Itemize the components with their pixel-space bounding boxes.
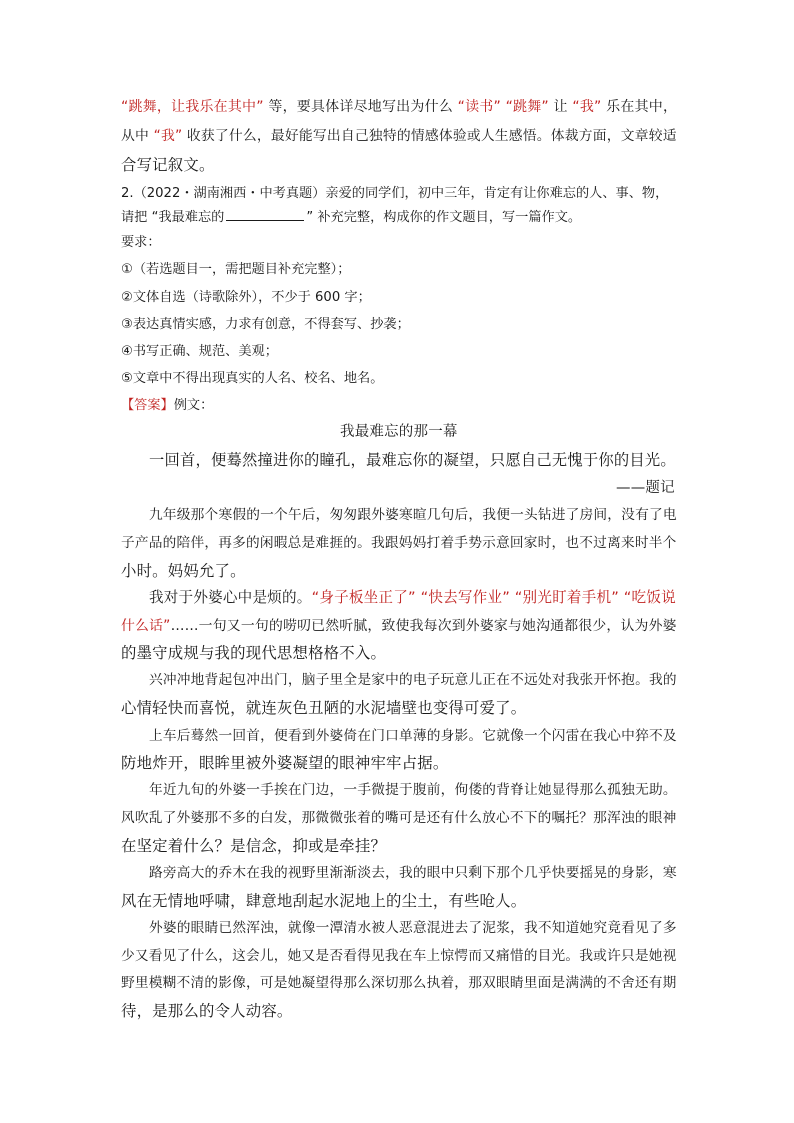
text: 收获了什么，最好能写出自己独特的情感体验或人生感悟。体裁方面，文章较适 [182, 128, 677, 144]
intro-line-1 [121, 97, 677, 117]
paragraph-line: 防地炸开，眼眸里被外婆凝望的眼神牢牢占据。 [121, 754, 449, 772]
paragraph-line: 小时。妈妈允了。 [121, 562, 246, 580]
paragraph-line [121, 616, 677, 636]
quote-text: “我” [153, 128, 183, 144]
paragraph-line: 年近九旬的外婆一手挨在门边，一手微提于腹前，佝偻的背脊让她显得那么孤独无助。 [149, 782, 677, 798]
paragraph-line: 在坚定着什么？是信念，抑或是牵挂？ [121, 837, 387, 855]
requirement-item: ②文体自选（诗歌除外），不少于 600 字； [121, 290, 371, 305]
paragraph-line: 风在无情地呼啸，肆意地刮起水泥地上的尘土，有些呛人。 [121, 892, 527, 910]
paragraph-line: 九年级那个寒假的一个午后，匆匆跟外婆寒暄几句后，我便一头钻进了房间，没有了电 [149, 507, 677, 523]
quote-text: “跳舞，让我乐在其中” [121, 99, 264, 115]
requirements-label: 要求： [121, 235, 161, 250]
paragraph-line: 的墨守成规与我的现代思想格格不入。 [121, 644, 387, 662]
requirement-item: ③表达真情实感，力求有创意，不得套写、抄袭； [121, 317, 410, 332]
requirement-item: ⑤文章中不得出现真实的人名、校名、地名。 [121, 371, 384, 386]
text: 让 [548, 99, 573, 115]
paragraph-line [149, 588, 676, 608]
text: 从中 [121, 128, 154, 144]
quote-text: 什么话” [121, 618, 171, 634]
question-2-line-2 [121, 208, 581, 228]
paragraph-line: 风吹乱了外婆那不多的白发，那微微张着的嘴可是还有什么放心不下的嘱托？那浑浊的眼神 [121, 810, 677, 826]
paragraph-line: 路旁高大的乔木在我的视野里渐渐淡去，我的眼中只剩下那个几乎快要摇晃的身影，寒 [149, 865, 677, 881]
fill-in-blank [226, 208, 304, 221]
text: 我对于外婆心中是烦的。 [149, 589, 312, 606]
question-2-line-1: 2.（2022・湖南湘西・中考真题）亲爱的同学们，初中三年，肯定有让你难忘的人、事、物， [121, 186, 669, 201]
intro-line-3: 合写记叙文。 [121, 156, 215, 174]
text: ……一句又一句的唠叨已然听腻，致使我每次到外婆家与她沟通都很少，认为外婆 [170, 618, 677, 634]
text: 乐在其中， [601, 99, 678, 115]
paragraph-line: 心情轻快而喜悦，就连灰色丑陋的水泥墙壁也变得可爱了。 [121, 699, 527, 717]
quote-text: “我” [572, 99, 602, 115]
answer-header [121, 396, 213, 416]
paragraph-line: 上车后蓦然一回首，便看到外婆倚在门口单薄的身影。它就像一个闪雷在我心中猝不及 [149, 728, 677, 744]
answer-tag: 【答案】 [121, 398, 174, 413]
text: 请把 “我最难忘的 [121, 210, 225, 225]
quote-text: “身子板坐正了” “快去写作业” “别光盯着手机” “吃饭说 [311, 589, 676, 606]
paragraph-line: 待，是那么的令人动容。 [121, 1002, 293, 1020]
quote-text: “读书” “跳舞” [457, 99, 549, 115]
paragraph-line: 少又看见了什么，这会儿，她又是否看得见我在车上惊愕而又痛惜的目光。我或许只是她视 [121, 948, 677, 964]
paragraph-line: 兴冲冲地背起包冲出门，脑子里全是家中的电子玩意儿正在不远处对我张开怀抱。我的 [149, 672, 677, 688]
essay-title: 我最难忘的那一幕 [340, 424, 458, 440]
answer-label: 例文： [173, 398, 214, 413]
epigraph: 一回首，便蓦然撞进你的瞳孔，最难忘你的凝望，只愿自己无愧于你的目光。 [149, 451, 676, 469]
epigraph-signature: ——题记 [616, 480, 675, 496]
text: ” 补充完整，构成你的作文题目，写一篇作文。 [306, 210, 582, 225]
requirement-item: ④书写正确、规范、美观； [121, 344, 278, 359]
requirement-item: ①（若选题目一，需把题目补充完整）； [121, 262, 351, 277]
paragraph-line: 野里模糊不清的影像，可是她凝望得那么深切那么执着，那双眼睛里面是满满的不舍还有期 [121, 975, 677, 991]
intro-line-2 [121, 126, 677, 146]
text: 等，要具体详尽地写出为什么 [263, 99, 458, 115]
paragraph-line: 子产品的陪伴，再多的闲暇总是难捱的。我跟妈妈打着手势示意回家时，也不过离来时半个 [121, 535, 677, 551]
paragraph-line: 外婆的眼睛已然浑浊，就像一潭清水被人恶意混进去了泥浆，我不知道她究竟看见了多 [149, 920, 677, 936]
